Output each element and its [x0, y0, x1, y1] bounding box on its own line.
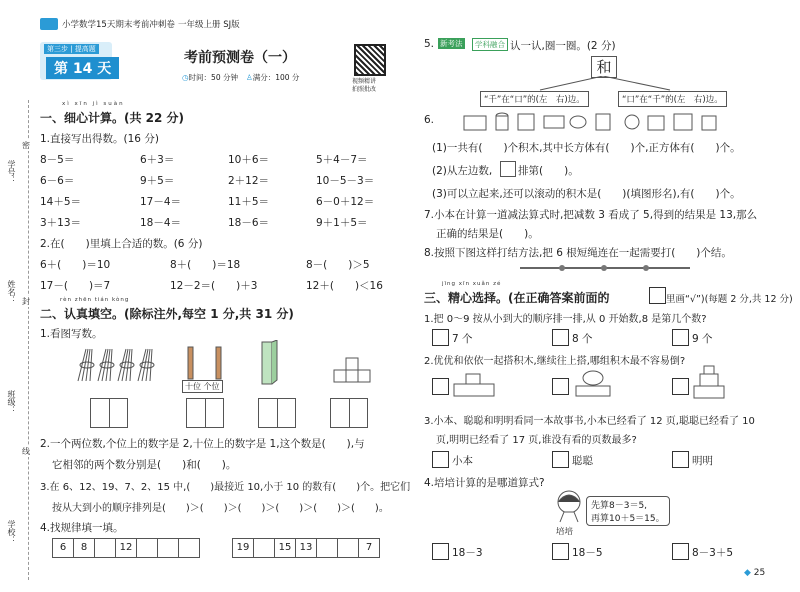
side-label-school: 学校： [7, 520, 16, 544]
girl-avatar [552, 488, 586, 524]
s2-q3b: 按从大到小的顺序排列是( )＞( )＞( )＞( )＞( )＞( )。 [52, 503, 389, 514]
bubble-line-2: 再算10＋5＝15。 [591, 514, 665, 524]
day-label: 第 14 天 [46, 57, 119, 79]
qr-caption-2: 拍照批改 [352, 86, 377, 93]
side-label-class: 班级： [7, 390, 16, 414]
answer-grid[interactable] [186, 398, 224, 428]
calc-item: 6－6＝ [40, 175, 75, 187]
series-name: 小学数学15天期末考前冲刺卷 [62, 20, 175, 30]
s2-q2a: 2.一个两位数,个位上的数字是 2,十位上的数字是 1,这个数是( ),与 [40, 438, 365, 450]
s2-q2b: 它相邻的两个数分别是( )和( )。 [52, 459, 237, 471]
s3-title-checkbox [649, 287, 666, 304]
c3-option-label: 明明 [692, 455, 713, 467]
girl-name: 培培 [556, 527, 574, 537]
q5-badge-new: 新考法 [440, 39, 463, 48]
c1-option-label: 8 个 [572, 333, 593, 345]
cube-column-image [256, 340, 280, 386]
seq-cell[interactable] [337, 538, 359, 558]
calc-item: 14＋5＝ [40, 196, 82, 208]
qr-caption-1: 视频精讲 [352, 78, 377, 85]
calc-item: 17－4＝ [140, 196, 182, 208]
c3-option-checkbox[interactable] [432, 451, 449, 468]
c4-option-checkbox[interactable] [672, 543, 689, 560]
q7-line-1: 7.小本在计算一道减法算式时,把减数 3 看成了 5,得到的结果是 13,那么 [424, 209, 758, 221]
q5-badge-cross: 学科融合 [472, 38, 508, 51]
fill-item[interactable]: 12－2＝( )＋3 [170, 280, 258, 292]
stick-bundles-image [74, 345, 156, 385]
fill-item[interactable]: 6＋( )＝10 [40, 259, 111, 271]
calc-item: 8－5＝ [40, 154, 75, 166]
c3-option-label: 聪聪 [572, 455, 593, 467]
calc-item: 5＋4－7＝ [316, 154, 368, 166]
s2-q4: 4.找规律填一填。 [40, 522, 124, 534]
s2-q3a: 3.在 6、12、19、7、2、15 中,( )最接近 10,小于 10 的数有( )个。把它们 [40, 482, 411, 493]
calc-item: 18－6＝ [228, 217, 270, 229]
q5-option-1[interactable]: “千”在“口”的(左 右)边。 [480, 91, 589, 107]
side-label-name: 姓名： [7, 280, 16, 304]
seq-cell[interactable] [316, 538, 338, 558]
person-icon: ♙ [246, 73, 253, 82]
s2-q1: 1.看图写数。 [40, 328, 103, 340]
answer-grid[interactable] [258, 398, 296, 428]
block-tower-b [570, 366, 620, 400]
char-tree-lines [520, 76, 700, 92]
series-badge [40, 18, 58, 30]
calc-item: 10＋6＝ [228, 154, 270, 166]
char-box: 和 [591, 56, 617, 78]
c1-text: 1.把 0～9 按从小到大的顺序排一排,从 0 开始数,8 是第几个数? [424, 314, 707, 325]
abacus-svg [182, 345, 228, 385]
calc-item: 11＋5＝ [228, 196, 270, 208]
c4-option-label: 18－5 [572, 547, 603, 559]
c2-text: 2.优优和依依一起搭积木,继续往上搭,哪组积木最不容易倒? [424, 356, 686, 367]
q5-number: 5. [424, 38, 435, 50]
answer-grid[interactable] [330, 398, 368, 428]
seq-cell[interactable]: 6 [52, 538, 74, 558]
q5-option-2[interactable]: “口”在“千”的(左 右)边。 [618, 91, 727, 107]
fill-item[interactable]: 8－( )＞5 [306, 259, 370, 271]
q8-text: 8.按照下图这样打结方法,把 6 根短绳连在一起需要打( )个结。 [424, 247, 732, 259]
c1-option-label: 9 个 [692, 333, 713, 345]
s3-pinyin: jīng xīn xuǎn zé [442, 281, 502, 287]
seq-cell[interactable]: 13 [295, 538, 317, 558]
seq-cell[interactable]: 12 [115, 538, 137, 558]
s1-q2: 2.在( )里填上合适的数。(6 分) [40, 238, 203, 250]
place-value-label: 十位 个位 [182, 380, 223, 393]
s1-pinyin: xì xīn jì suàn [62, 101, 125, 107]
q6-part-2b: 排第( )。 [518, 165, 579, 177]
seq-cell[interactable] [136, 538, 158, 558]
fill-item[interactable]: 17－( )＝7 [40, 280, 111, 292]
c1-option-checkbox[interactable] [432, 329, 449, 346]
side-label-id: 学号： [7, 160, 16, 184]
c1-option-label: 7 个 [452, 333, 473, 345]
blocks-image [462, 108, 732, 136]
calc-item: 3＋13＝ [40, 217, 82, 229]
c3-option-checkbox[interactable] [552, 451, 569, 468]
score-label: ♙满分：100 分 [246, 73, 300, 82]
answer-grid[interactable] [90, 398, 128, 428]
page-number: ◆ 25 [744, 568, 766, 578]
seq-cell[interactable] [94, 538, 116, 558]
grade-label: 一年级上册 SJ版 [178, 20, 240, 30]
seal-mi: 密 [22, 141, 30, 150]
c2-option-checkbox[interactable] [432, 378, 449, 395]
calc-item: 6－0＋12＝ [316, 196, 375, 208]
seq-cell[interactable]: 15 [274, 538, 296, 558]
day-tag [40, 42, 112, 80]
block-tower-c [690, 364, 730, 400]
c2-option-checkbox[interactable] [672, 378, 689, 395]
s2-title: 二、认真填空。(除标注外,每空 1 分,共 31 分) [40, 307, 294, 321]
s3-title-2: 里画“√”)(每题 2 分,共 12 分) [666, 294, 793, 305]
c2-option-checkbox[interactable] [552, 378, 569, 395]
calc-item: 6＋3＝ [140, 154, 175, 166]
time-label: ◷时间：50 分钟 [182, 73, 238, 82]
calc-item: 9＋5＝ [140, 175, 175, 187]
seq-cell[interactable] [253, 538, 275, 558]
c4-option-checkbox[interactable] [432, 543, 449, 560]
c1-option-checkbox[interactable] [672, 329, 689, 346]
c3-option-checkbox[interactable] [672, 451, 689, 468]
stick-bundles-svg [74, 345, 156, 385]
c3-line-1: 3.小本、聪聪和明明看同一本故事书,小本已经看了 12 页,聪聪已经看了 10 [424, 416, 755, 427]
fill-item[interactable]: 12＋( )＜16 [306, 280, 383, 292]
qr-code[interactable] [354, 44, 386, 76]
c4-option-label: 18－3 [452, 547, 483, 559]
seq-cell[interactable]: 8 [73, 538, 95, 558]
c3-line-2: 页,明明已经看了 17 页,谁没有看的页数最多? [436, 435, 637, 446]
calc-item: 9＋1＋5＝ [316, 217, 368, 229]
c4-option-label: 8－3＋5 [692, 547, 734, 559]
fill-item[interactable]: 8＋( )＝18 [170, 259, 241, 271]
rope-knots-image [520, 263, 690, 273]
abacus-image [182, 345, 228, 385]
q6-part-3: (3)可以立起来,还可以滚动的积木是( )(填图形名),有( )个。 [432, 188, 741, 200]
c1-option-checkbox[interactable] [552, 329, 569, 346]
s1-title: 一、细心计算。(共 22 分) [40, 111, 185, 125]
q6-part-2a: (2)从左边数, [432, 165, 493, 177]
block-tower-a [450, 370, 500, 400]
s2-pinyin: rèn zhēn tián kòng [60, 297, 130, 303]
cube-column-svg [256, 340, 280, 386]
page-title: 考前预测卷（一） [184, 50, 296, 66]
q5-text: 认一认,圈一圈。(2 分) [510, 40, 616, 52]
calc-item: 2＋12＝ [228, 175, 270, 187]
seq-cell[interactable]: 19 [232, 538, 254, 558]
cube-icon [500, 161, 516, 177]
seq-cell[interactable]: 7 [358, 538, 380, 558]
s1-q1: 1.直接写出得数。(16 分) [40, 133, 159, 145]
seal-feng: 封 [22, 297, 30, 306]
cube-stack-svg [330, 356, 376, 388]
speech-bubble [586, 496, 670, 526]
s3-title: 三、精心选择。(在正确答案前面的 [424, 291, 610, 305]
q6-number: 6. [424, 114, 435, 126]
c4-text: 4.培培计算的是哪道算式? [424, 477, 545, 489]
clock-icon: ◷ [182, 73, 189, 82]
c3-option-label: 小本 [452, 455, 473, 467]
q6-part-1: (1)一共有( )个积木,其中长方体有( )个,正方体有( )个。 [432, 142, 741, 154]
calc-item: 18－4＝ [140, 217, 182, 229]
seal-xian: 线 [22, 447, 30, 456]
stage-label: 第三步 | 提高题 [44, 44, 99, 54]
seq-cell[interactable] [178, 538, 200, 558]
calc-item: 10－5－3＝ [316, 175, 375, 187]
cube-stack-image [330, 356, 376, 388]
bubble-line-1: 先算8－3＝5, [591, 501, 648, 511]
seq-cell[interactable] [157, 538, 179, 558]
c4-option-checkbox[interactable] [552, 543, 569, 560]
q7-line-2: 正确的结果是( )。 [436, 228, 539, 240]
